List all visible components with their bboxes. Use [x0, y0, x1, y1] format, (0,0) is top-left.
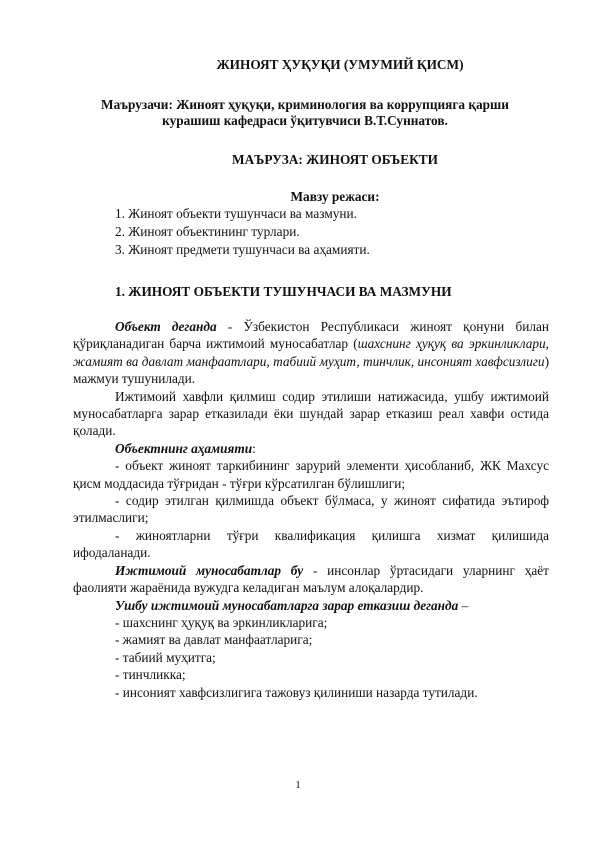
term-social-relations: Ижтимоий муносабатлар бу: [115, 562, 304, 578]
list-item: - тинчликка;: [115, 667, 186, 683]
paragraph-significance-2: - содир этилган қилмишда объект бўлмаса, у жиноят сифатида эътироф этилмаслиги;: [73, 493, 549, 526]
plan-item: 3. Жиноят предмети тушунчаси ва аҳамияти.: [115, 242, 370, 257]
lecturer-line-2: курашиш кафедраси ўқитувчиси В.Т.Суннатов.: [162, 113, 448, 128]
paragraph-social-relations: Ижтимоий муносабатлар бу - инсонлар ўртасидаги уларнинг ҳаёт фаолияти жараёнида вужудга келадиган маълум алоқалардир.: [73, 562, 549, 596]
lecturer-info: [70, 97, 540, 129]
list-item: - табиий муҳитга;: [115, 649, 216, 665]
list-item: - инсоният хавфсизлигига тажовуз қилиниши назарда тутилади.: [115, 684, 478, 700]
term-significance: Объектнинг аҳамияти: [115, 440, 253, 456]
paragraph-significance-3: - жиноятларни тўғри квалификация қилишга хизмат қилишида ифодаланади.: [73, 527, 549, 561]
plan-item: 2. Жиноят объектининг турлари.: [115, 224, 300, 239]
document-title: ЖИНОЯТ ҲУҚУҚИ (УМУМИЙ ҚИСМ): [216, 57, 464, 72]
plan-item: 1. Жиноят объекти тушунчаси ва мазмуни.: [115, 206, 357, 221]
paragraph-object-definition: Объект деганда - Ўзбекистон Республикаси жиноят қонуни билан қўриқланадиган барча ижтимоий муносабатлар (шахснинг ҳуқуқ ва эркинликлари, жамият ва давлат манфаатлари, табиий муҳит, тинчлик, инсоният хавфсизлиги) мажмуи тушунилади.: [73, 319, 549, 387]
paragraph-harm: Ижтимоий хавфли қилмиш содир этилиши натижасида, ушбу ижтимоий муносабатларга зарар етказилади ёки шундай зарар етказиш реал хавфи остида қолади.: [73, 388, 549, 439]
paragraph-significance-heading: Объектнинг аҳамияти:: [115, 440, 256, 456]
section-heading: 1. ЖИНОЯТ ОБЪЕКТИ ТУШУНЧАСИ ВА МАЗМУНИ: [115, 284, 452, 299]
paragraph-significance-1: - объект жиноят таркибининг зарурий элементи ҳисобланиб, ЖК Махсус қисм моддасида тўғридан - тўғри кўрсатилган бўлишлиги;: [73, 458, 549, 491]
term-harm: Ушбу ижтимоий муносабатларга зарар етказиш деганда: [115, 597, 459, 613]
term-object: Объект деганда: [115, 319, 217, 334]
page-number: 1: [295, 779, 301, 791]
list-item: - жамият ва давлат манфаатларига;: [115, 632, 313, 648]
section-body: [73, 318, 549, 701]
lecture-title: МАЪРУЗА: ЖИНОЯТ ОБЪЕКТИ: [232, 152, 438, 167]
lecturer-line-1: Маърузачи: Жиноят ҳуқуқи, криминология ва коррупцияга қарши: [101, 97, 509, 112]
paragraph-harm-definition: Ушбу ижтимоий муносабатларга зарар етказиш деганда –: [115, 597, 469, 613]
plan-heading: Мавзу режаси:: [290, 189, 380, 204]
list-item: - шахснинг ҳуқуқ ва эркинликларига;: [115, 614, 328, 630]
protected-values: шахснинг ҳуқуқ ва эркинликлари, жамият ва давлат манфаатлари, табиий муҳит, тинчлик, инсоният хавфсизлиги: [73, 336, 549, 369]
